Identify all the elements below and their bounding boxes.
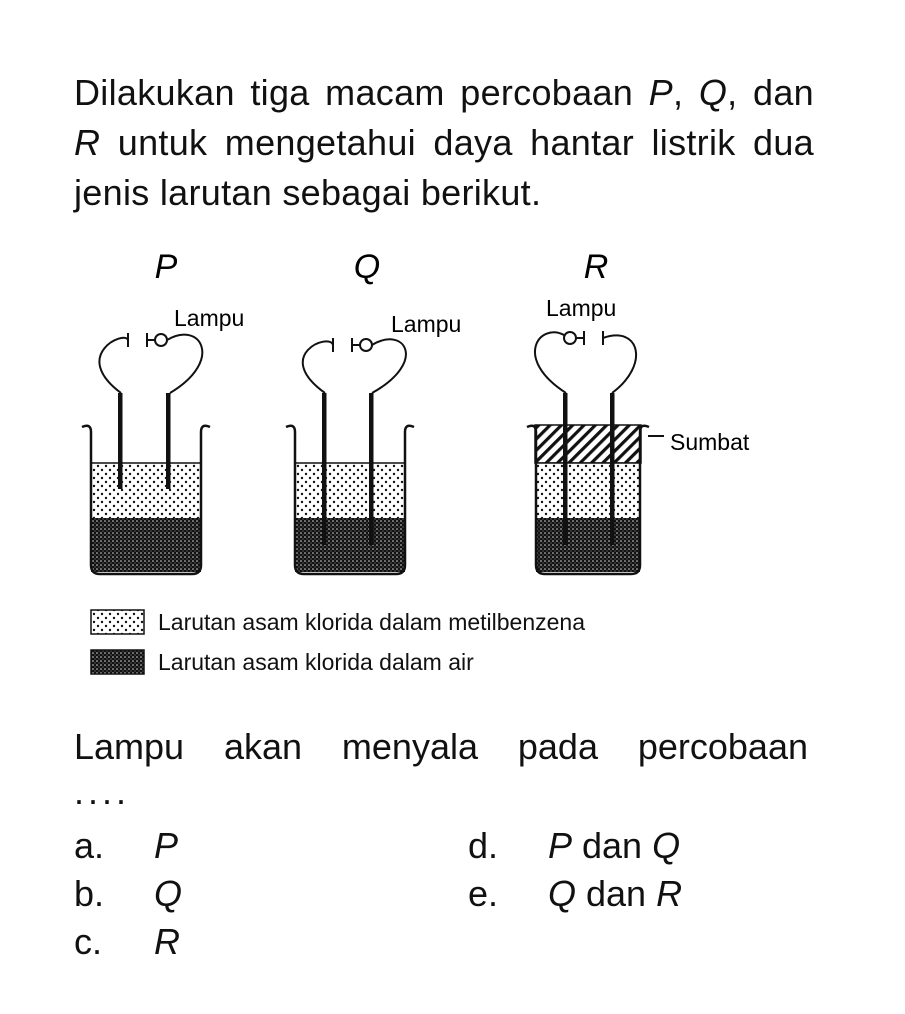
- solution-bottom-p: [91, 518, 201, 572]
- lamp-label-r: Lampu: [546, 295, 617, 321]
- option-d-answer-a: P: [548, 825, 573, 866]
- option-e-answer-a: Q: [548, 873, 577, 914]
- label-r: R: [583, 248, 609, 286]
- setup-p: [82, 305, 244, 574]
- question-part-2: untuk mengetahui daya hantar listrik dua jenis larutan sebagai berikut.: [74, 122, 814, 213]
- option-a[interactable]: [74, 824, 178, 868]
- lamp-icon-q: [360, 339, 372, 351]
- solution-bottom-q: [295, 518, 405, 572]
- option-c-answer: R: [154, 921, 180, 962]
- option-d-letter: d.: [468, 825, 499, 866]
- option-c-letter: c.: [74, 921, 103, 962]
- wire-r-right: [603, 335, 636, 393]
- wire-p-left: [99, 338, 128, 393]
- electrode-q-right: [369, 393, 374, 545]
- option-e-conj: dan: [576, 873, 657, 914]
- wire-r-left: [535, 332, 566, 393]
- option-e-answer-b: R: [656, 873, 683, 914]
- option-d-conj: dan: [572, 825, 653, 866]
- lamp-label-p: Lampu: [174, 305, 245, 331]
- wire-q-right: [372, 339, 406, 393]
- label-q: Q: [353, 248, 381, 286]
- legend-text-dotted: Larutan asam klorida dalam metilbenzena: [158, 609, 586, 635]
- solution-top-q: [295, 463, 405, 518]
- legend-swatch-dense: [91, 650, 144, 674]
- lamp-label-q: Lampu: [391, 311, 462, 337]
- prompt-text: Lampu akan menyala pada percobaan: [74, 726, 808, 767]
- question-sep-2: , dan: [727, 72, 814, 113]
- electrode-p-right: [166, 393, 171, 489]
- setup-q: [286, 311, 461, 574]
- electrode-q-left: [322, 393, 327, 545]
- option-b[interactable]: [74, 872, 182, 916]
- legend-swatch-dotted: [91, 610, 144, 634]
- label-p: P: [154, 248, 178, 286]
- electrode-r-right: [610, 393, 615, 545]
- option-b-letter: b.: [74, 873, 105, 914]
- question-part-1: Dilakukan tiga macam percobaan: [74, 72, 649, 113]
- question-var-q: Q: [698, 72, 728, 113]
- lamp-icon-p: [155, 334, 167, 346]
- setup-r: [527, 295, 750, 574]
- question-var-r: R: [74, 122, 101, 163]
- option-a-answer: P: [154, 825, 179, 866]
- electrode-p-left: [118, 393, 123, 489]
- option-b-answer: Q: [154, 873, 183, 914]
- option-c[interactable]: [74, 920, 180, 964]
- stopper-r: [535, 425, 641, 463]
- wire-q-left: [303, 341, 333, 393]
- wire-p-right: [167, 335, 202, 393]
- solution-bottom-r: [536, 518, 640, 572]
- solution-top-r: [536, 463, 640, 518]
- question-sep-1: ,: [672, 72, 699, 113]
- option-e-letter: e.: [468, 873, 499, 914]
- solution-top-p: [91, 463, 201, 518]
- option-d-answer-b: Q: [652, 825, 681, 866]
- option-a-letter: a.: [74, 825, 105, 866]
- prompt-ellipsis: ....: [74, 771, 131, 812]
- option-e[interactable]: [468, 872, 682, 916]
- legend-text-dense: Larutan asam klorida dalam air: [158, 649, 474, 675]
- lamp-icon-r: [564, 332, 576, 344]
- question-var-p: P: [648, 72, 673, 113]
- electrode-r-left: [563, 393, 568, 545]
- stopper-label: Sumbat: [670, 429, 750, 455]
- option-d[interactable]: [468, 824, 680, 868]
